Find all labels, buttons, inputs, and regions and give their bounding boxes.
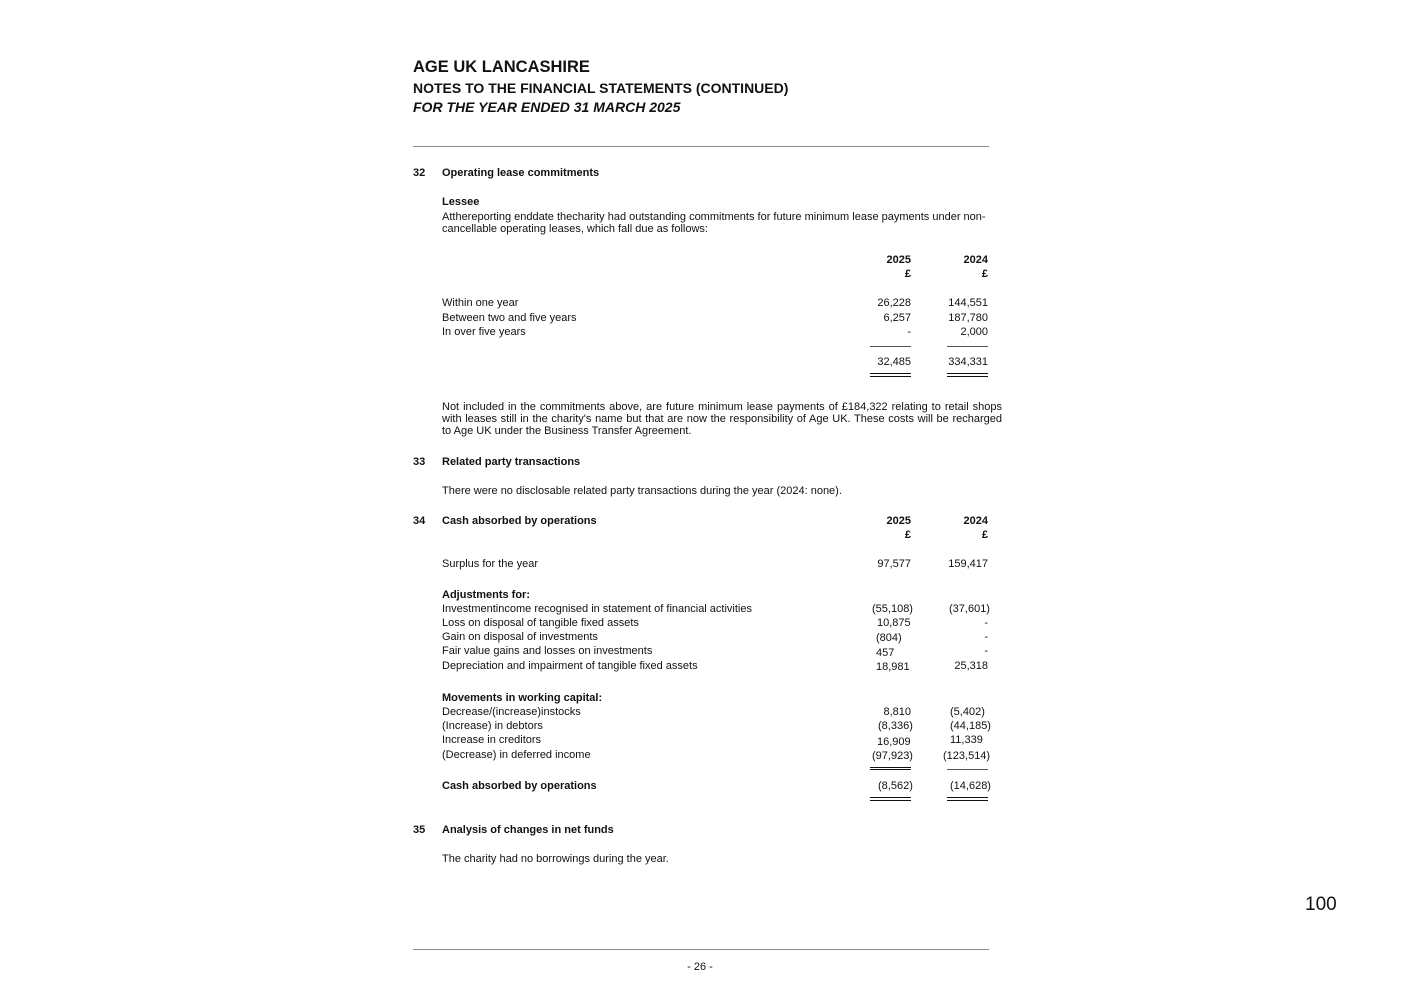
total-2025: (8,562) — [878, 780, 913, 792]
currency-unit: £ — [981, 529, 988, 541]
row-label: Gain on disposal of investments — [442, 631, 598, 643]
value-2024: - — [984, 617, 988, 629]
value-2025: 26,228 — [877, 297, 911, 309]
note-title: Related party transactions — [442, 456, 581, 468]
value-2024: (5,402) — [950, 706, 985, 718]
row-label: (Increase) in debtors — [442, 720, 543, 732]
subtotal-rule — [947, 769, 988, 770]
subtotal-rule — [870, 346, 911, 347]
subtotal-rule — [947, 346, 988, 347]
note-number: 35 — [413, 824, 426, 836]
value-2025: 16,909 — [877, 736, 911, 748]
note-subheading: Lessee — [442, 196, 480, 208]
note-number: 34 — [413, 515, 426, 527]
value-2025: 8,810 — [883, 706, 911, 718]
row-label: Between two and five years — [442, 312, 577, 324]
value-2025: (8,336) — [878, 720, 913, 732]
page-number: - 26 - — [687, 961, 713, 973]
total-double-rule — [947, 797, 988, 801]
total-double-rule — [870, 373, 911, 377]
value-2025: 18,981 — [876, 661, 910, 673]
row-label: (Decrease) in deferred income — [442, 749, 591, 761]
section-heading: Movements in working capital: — [442, 692, 603, 704]
row-label: Fair value gains and losses on investments — [442, 645, 653, 657]
value-2025: (804) — [876, 632, 902, 644]
value-2024: 159,417 — [948, 558, 988, 570]
column-header-2025: 2025 — [886, 515, 911, 527]
note-intro: Atthereporting enddate thecharity had outstanding commitments for future minimum lease payments under non-cancellable operating leases, which fall due as follows: — [442, 211, 986, 235]
note-text: There were no disclosable related party transactions during the year (2024: none). — [442, 485, 842, 497]
column-header-2024: 2024 — [963, 254, 988, 266]
value-2024: - — [984, 645, 988, 657]
header-rule — [413, 146, 989, 147]
value-2025: 6,257 — [883, 312, 911, 324]
period-subtitle: FOR THE YEAR ENDED 31 MARCH 2025 — [413, 99, 681, 115]
value-2024: 11,339 — [950, 734, 983, 746]
currency-unit: £ — [904, 268, 911, 280]
value-2025: 457 — [876, 647, 895, 659]
value-2024: 187,780 — [948, 312, 988, 324]
row-label: Increase in creditors — [442, 734, 542, 746]
total-double-rule — [947, 373, 988, 377]
row-label: Depreciation and impairment of tangible fixed assets — [442, 660, 698, 672]
section-heading: Adjustments for: — [442, 589, 530, 601]
value-2025: (97,923) — [872, 750, 913, 762]
row-label: Decrease/(increase)instocks — [442, 706, 581, 718]
note-title: Cash absorbed by operations — [442, 515, 597, 527]
note-title: Operating lease commitments — [442, 167, 600, 179]
lease-footnote: Not included in the commitments above, are future minimum lease payments of £184,322 relating to retail shops with leases still in the charity's name but that are now the responsibility of Age UK. These costs will be recharged to Age UK under the Business Transfer Agreement. — [442, 401, 1002, 437]
note-number: 33 — [413, 456, 426, 468]
note-title: Analysis of changes in net funds — [442, 824, 614, 836]
row-label: Surplus for the year — [442, 558, 538, 570]
row-label: Investmentincome recognised in statement of financial activities — [442, 603, 752, 615]
row-label: Loss on disposal of tangible fixed assets — [442, 617, 639, 629]
row-label: In over five years — [442, 326, 526, 338]
value-2024: - — [984, 631, 988, 643]
total-2025: 32,485 — [877, 356, 911, 368]
value-2024: 2,000 — [960, 326, 988, 338]
value-2024: (123,514) — [943, 750, 991, 762]
subtotal-rule — [870, 767, 911, 770]
value-2024: (37,601) — [949, 603, 990, 615]
value-2025: (55,108) — [872, 603, 913, 615]
column-header-2024: 2024 — [963, 515, 988, 527]
note-text: The charity had no borrowings during the year. — [442, 853, 669, 865]
org-name: AGE UK LANCASHIRE — [413, 58, 590, 76]
row-label: Within one year — [442, 297, 519, 309]
total-2024: (14,628) — [950, 780, 991, 792]
currency-unit: £ — [904, 529, 911, 541]
value-2025: 97,577 — [877, 558, 911, 570]
footer-rule — [413, 949, 989, 950]
value-2025: 10,875 — [877, 617, 911, 629]
value-2024: 25,318 — [954, 660, 988, 672]
value-2024: 144,551 — [948, 297, 988, 309]
row-label: Cash absorbed by operations — [442, 780, 597, 792]
note-number: 32 — [413, 167, 426, 179]
value-2024: (44,185) — [950, 720, 991, 732]
total-double-rule — [870, 797, 911, 801]
side-page-number: 100 — [1305, 894, 1337, 915]
currency-unit: £ — [981, 268, 988, 280]
page-title: NOTES TO THE FINANCIAL STATEMENTS (CONTINUED) — [413, 80, 789, 96]
value-2025: - — [907, 326, 911, 338]
column-header-2025: 2025 — [886, 254, 911, 266]
total-2024: 334,331 — [948, 356, 988, 368]
